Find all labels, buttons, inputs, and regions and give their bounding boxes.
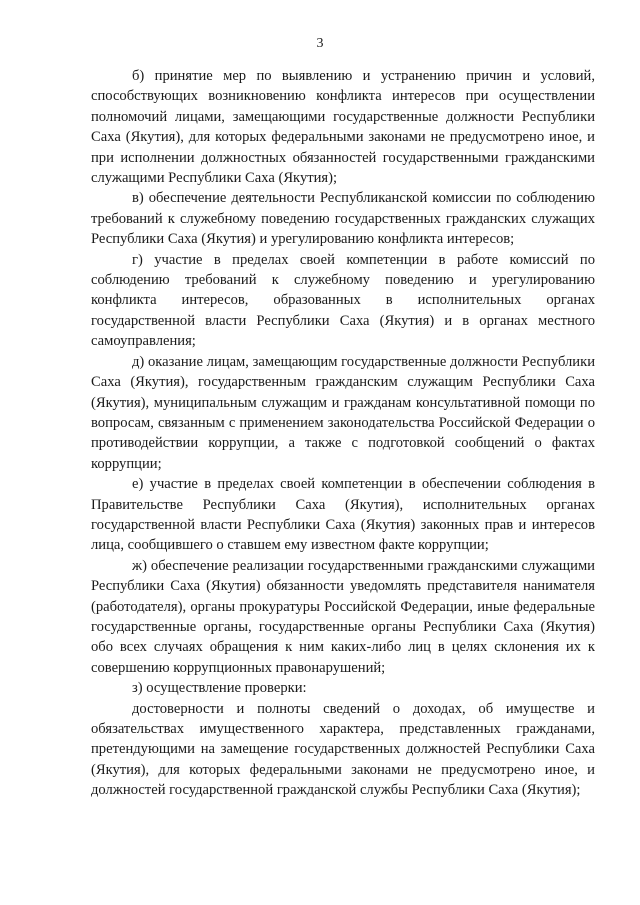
document-body <box>91 66 595 801</box>
page-number: 3 <box>316 36 324 51</box>
paragraph-z-item-1: достоверности и полноты сведений о доходах, об имуществе и обязательствах имущественного характера, представленных гражданами, претендующими на замещение государственных должностей Республики Саха (Якутия), для которых федеральными законами не предусмотрено иное, и должностей государственной гражданской службы Республики Саха (Якутия); <box>91 700 595 799</box>
paragraph-d: д) оказание лицам, замещающим государственные должности Республики Саха (Якутия), государственным гражданским служащим Республики Саха (Якутия), муниципальным служащим и гражданам консультативной помощи по вопросам, связанным с применением законодательства Российской Федерации о противодействии коррупции, а также с подготовкой сообщений о фактах коррупции; <box>91 353 595 472</box>
paragraph-g: г) участие в пределах своей компетенции в работе комиссий по соблюдению требований к служебному поведению и урегулированию конфликта интересов, образованных в исполнительных органах государственной власти Республики Саха (Якутия) и в органах местного самоуправления; <box>91 251 595 350</box>
paragraph-z: з) осуществление проверки: <box>132 680 307 697</box>
paragraph-e: е) участие в пределах своей компетенции в обеспечении соблюдения в Правительстве Республики Саха (Якутия), исполнительных органах государственной власти Республики Саха (Якутия) законных прав и интересов лица, сообщившего о ставшем ему известном факте коррупции; <box>91 476 595 554</box>
paragraph-b: б) принятие мер по выявлению и устранению причин и условий, способствующих возникновению конфликта интересов при осуществлении полномочий лицами, замещающими государственные должности Республики Саха (Якутия), для которых федеральными законами не предусмотрено иное, и при исполнении должностных обязанностей государственными гражданскими служащими Республики Саха (Якутия); <box>91 68 595 187</box>
paragraph-v: в) обеспечение деятельности Республиканской комиссии по соблюдению требований к служебному поведению государственных гражданских служащих Республики Саха (Якутия) и урегулированию конфликта интересов; <box>91 190 595 248</box>
paragraph-zh: ж) обеспечение реализации государственными гражданскими служащими Республики Саха (Якутия) обязанности уведомлять представителя нанимателя (работодателя), органы прокуратуры Российской Федерации, иные федеральные государственные органы, государственные органы Республики Саха (Якутия) обо всех случаях обращения к ним каких-либо лиц в целях склонения их к совершению коррупционных правонарушений; <box>91 557 595 676</box>
